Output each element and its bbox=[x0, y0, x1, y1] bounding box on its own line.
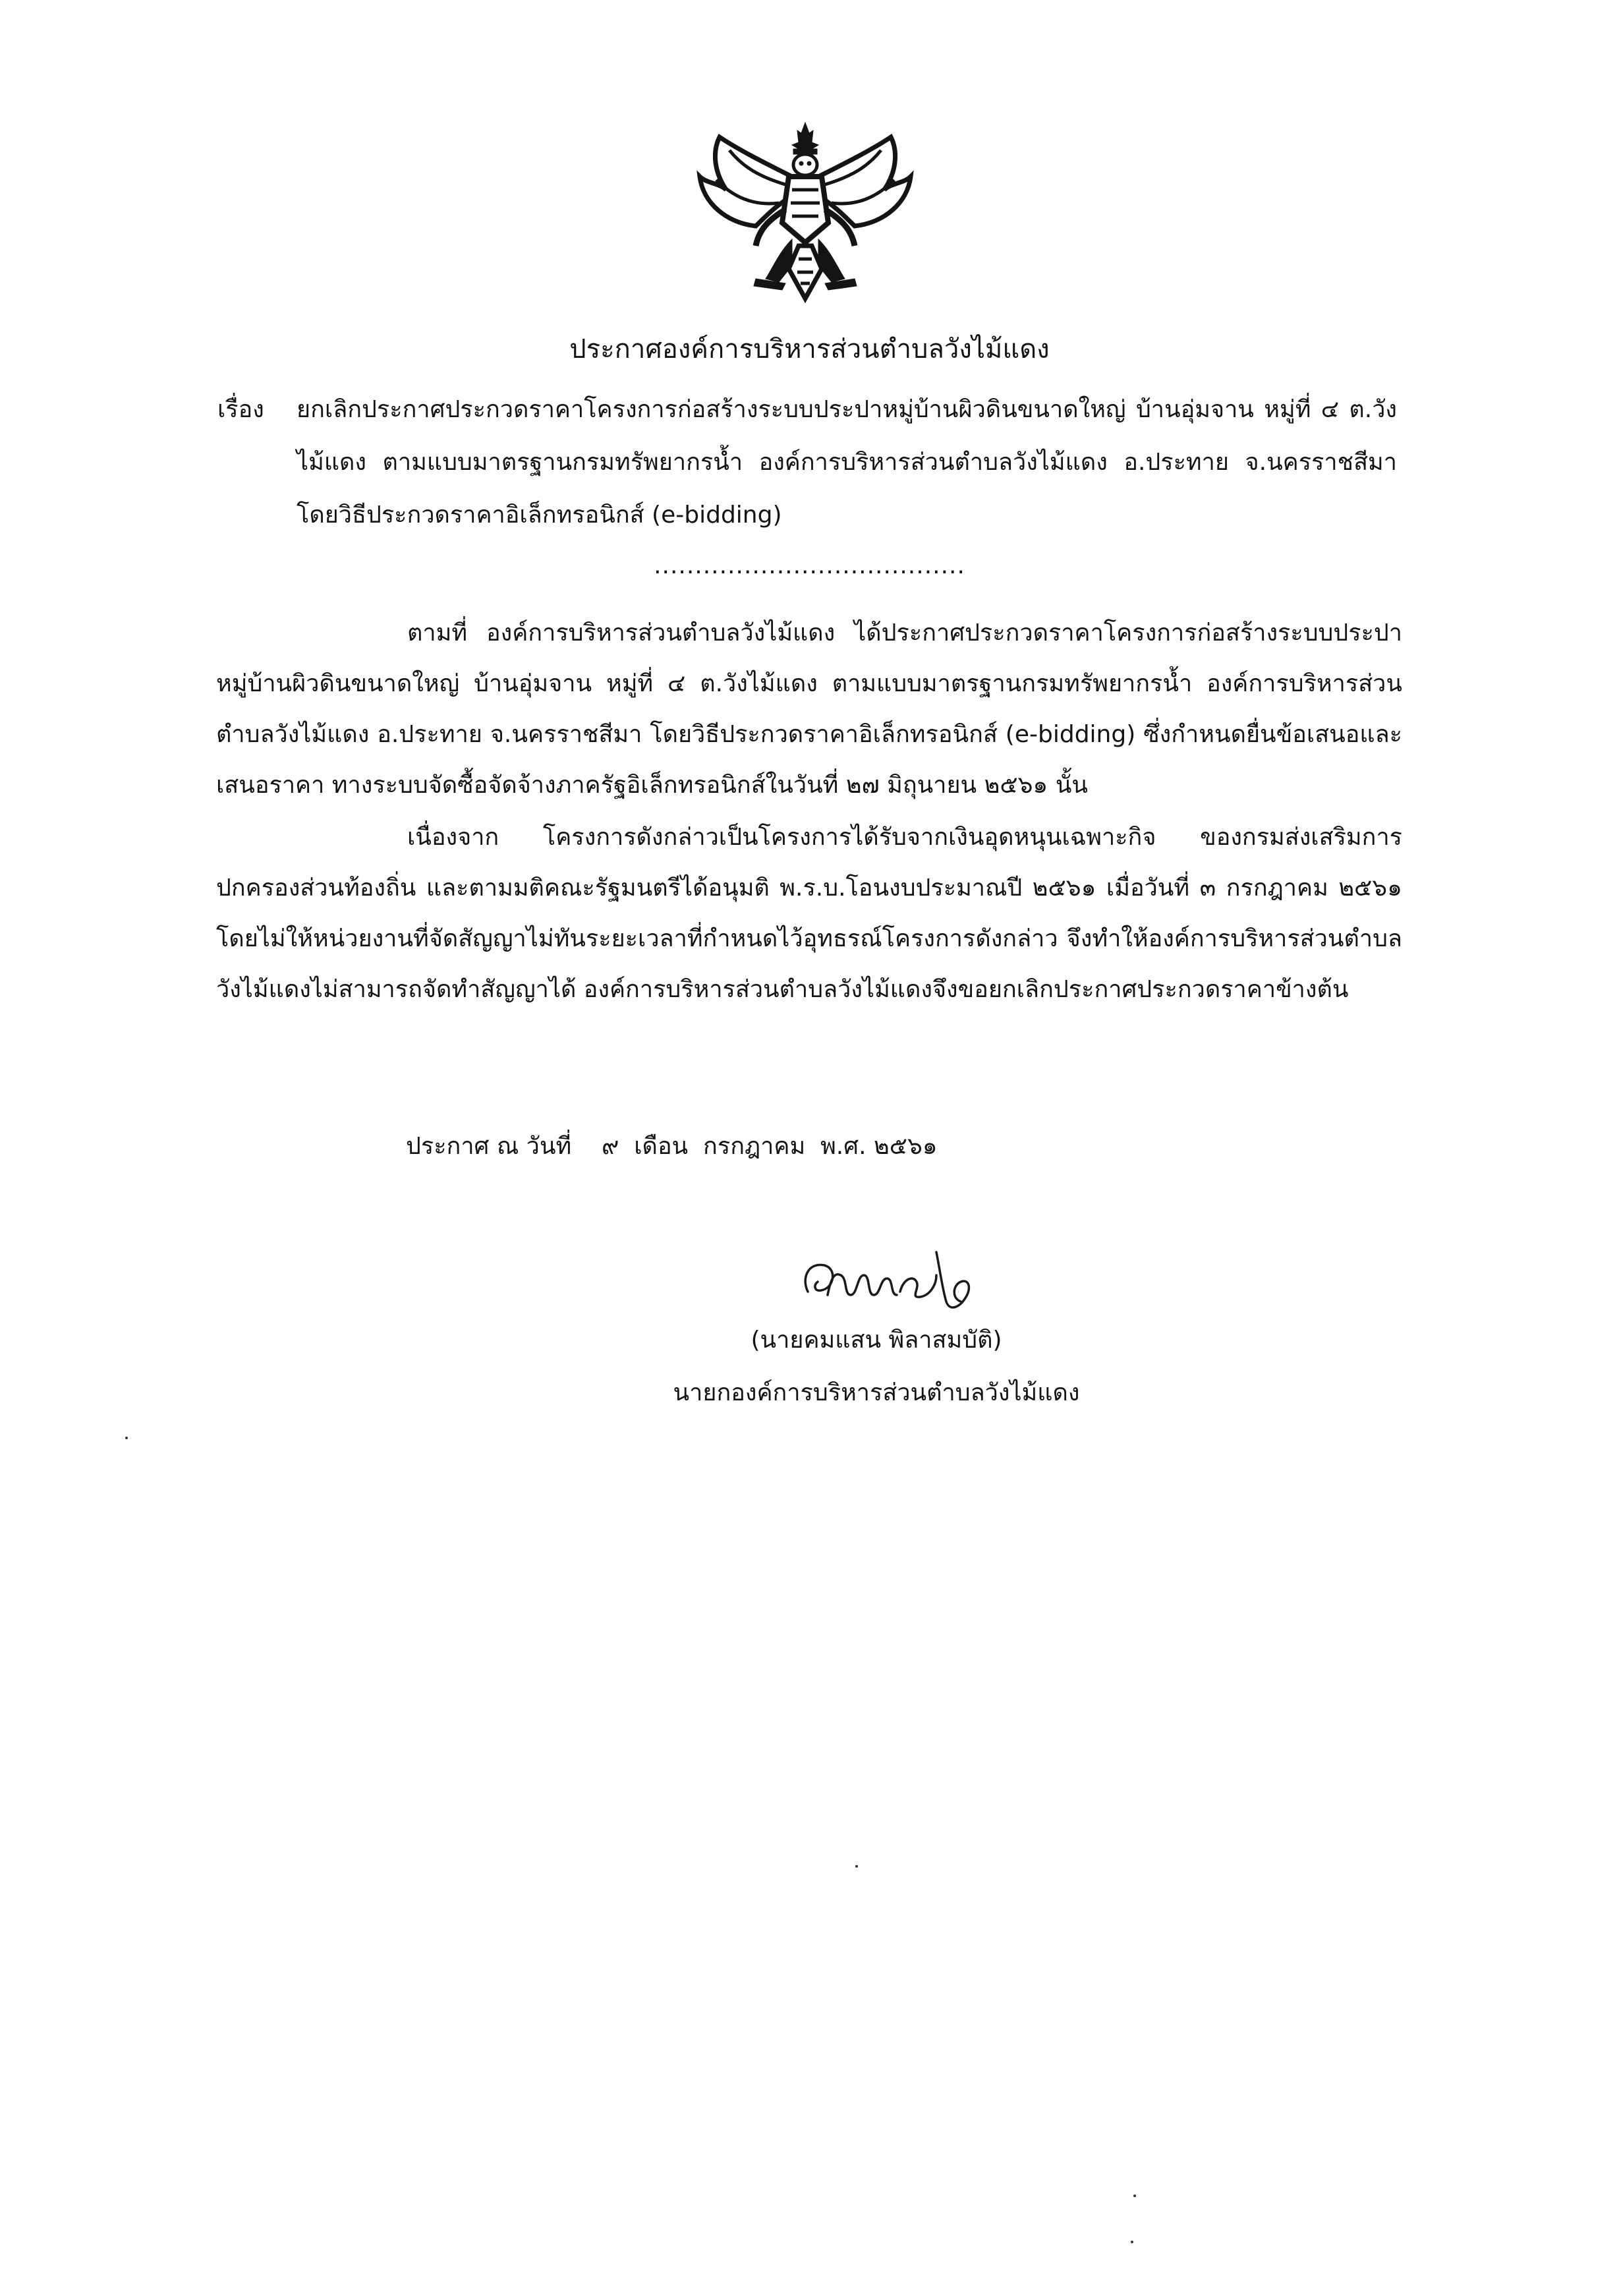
document-title: ประกาศองค์การบริหารส่วนตำบลวังไม้แดง bbox=[569, 334, 1050, 364]
scan-speck bbox=[855, 1865, 858, 1868]
subject-label: เรื่อง bbox=[217, 396, 264, 423]
body-paragraph-2: เนื่องจาก โครงการดังกล่าวเป็นโครงการได้รับจากเงินอุดหนุนเฉพาะกิจ ของกรมส่งเสริมการปกครองส่วนท้องถิ่น และตามมติคณะรัฐมนตรีได้อนุมติ พ.ร.บ.โอนงบประมาณปี ๒๕๖๑ เมื่อวันที่ ๓ กรกฎาคม ๒๕๖๑ โดยไม่ให้หน่วยงานที่จัดสัญญาไม่ทันระยะเวลาที่กำหนดไว้อุทธรณ์โครงการดังกล่าว จึงทำให้องค์การบริหารส่วนตำบลวังไม้แดงไม่สามารถจัดทำสัญญาได้ องค์การบริหารส่วนตำบลวังไม้แดงจึงขอยกเลิกประกาศประกวดราคาข้างต้น bbox=[216, 824, 1402, 1003]
announcement-date: ประกาศ ณ วันที่ ๙ เดือน กรกฎาคม พ.ศ. ๒๕๖๑ bbox=[406, 1133, 938, 1160]
handwritten-signature-icon bbox=[788, 1239, 986, 1331]
body-paragraph-1: ตามที่ องค์การบริหารส่วนตำบลวังไม้แดง ได้ประกาศประกวดราคาโครงการก่อสร้างระบบประปาหมู่บ้านผิวดินขนาดใหญ่ บ้านอุ่มจาน หมู่ที่ ๔ ต.วังไม้แดง ตามแบบมาตรฐานกรมทรัพยากรน้ำ องค์การบริหารส่วนตำบลวังไม้แดง อ.ประทาย จ.นครราชสีมา โดยวิธีประกวดราคาอิเล็กทรอนิกส์ (e-bidding) ซึ่งกำหนดยื่นข้อเสนอและเสนอราคา ทางระบบจัดซื้อจัดจ้างภาครัฐอิเล็กทรอนิกส์ในวันที่ ๒๗ มิถุนายน ๒๕๖๑ นั้น bbox=[216, 619, 1402, 799]
scan-speck bbox=[1133, 2195, 1136, 2197]
separator-line: ...................................... bbox=[654, 552, 965, 579]
signer-title: นายกองค์การบริหารส่วนตำบลวังไม้แดง bbox=[673, 1379, 1080, 1406]
garuda-emblem-icon bbox=[693, 111, 917, 308]
signer-name: (นายคมแสน พิลาสมบัติ) bbox=[751, 1327, 1002, 1354]
subject-text: ยกเลิกประกาศประกวดราคาโครงการก่อสร้างระบบประปาหมู่บ้านผิวดินขนาดใหญ่ บ้านอุ่มจาน หมู่ที่ ๔ ต.วังไม้แดง ตามแบบมาตรฐานกรมทรัพยากรน้ำ องค์การบริหารส่วนตำบลวังไม้แดง อ.ประทาย จ.นครราชสีมา โดยวิธีประกวดราคาอิเล็กทรอนิกส์ (e-bidding) bbox=[297, 396, 1397, 529]
scan-speck bbox=[125, 1437, 128, 1439]
scan-speck bbox=[1131, 2241, 1133, 2243]
